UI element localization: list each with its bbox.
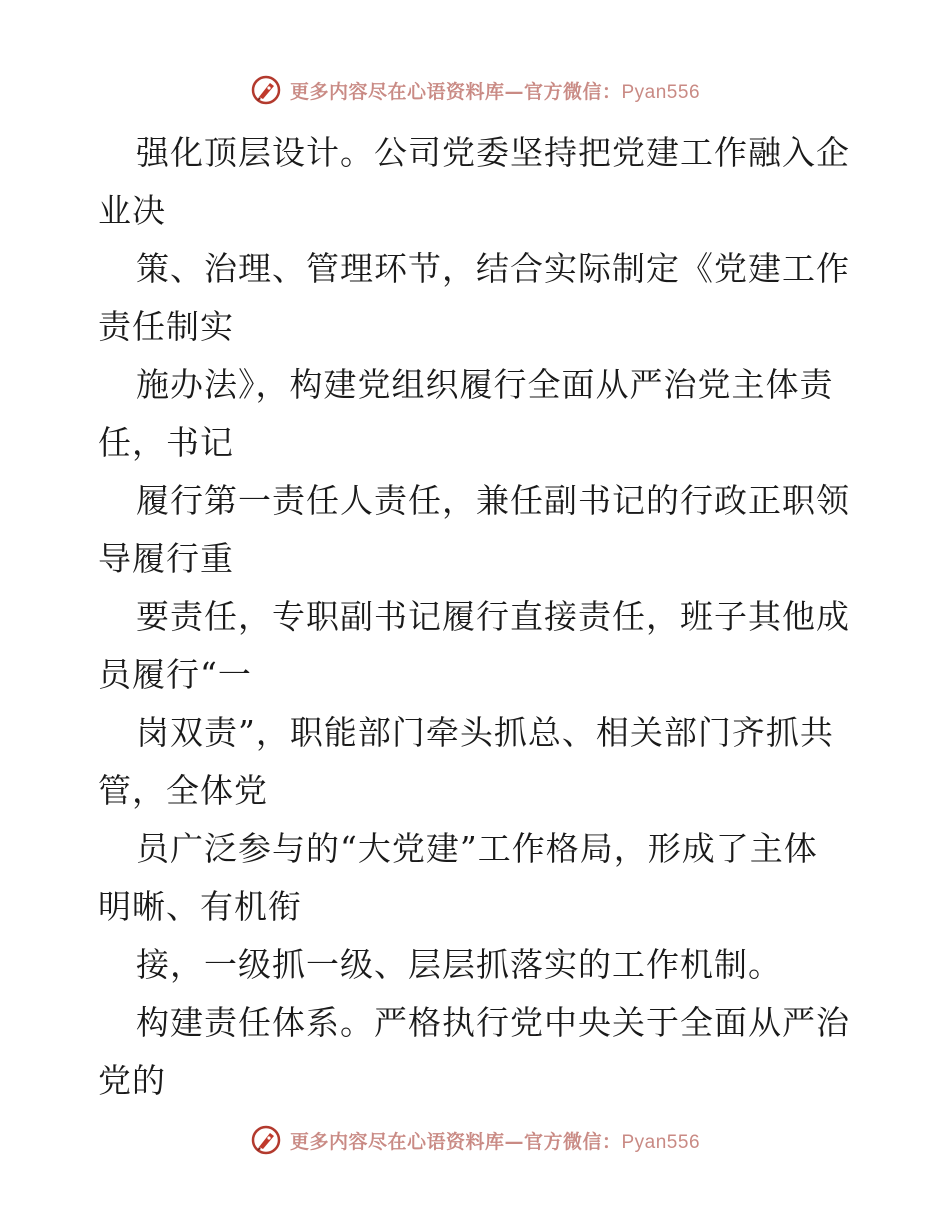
footer-watermark [0, 1120, 950, 1160]
text-line: 明晰、有机衔 [98, 887, 302, 926]
text-line: 党的 [98, 1061, 166, 1100]
text-line: 任，书记 [98, 423, 234, 462]
text-line: 岗双责”，职能部门牵头抓总、相关部门齐抓共 [136, 713, 834, 752]
pen-nib-logo-icon [250, 1124, 282, 1156]
watermark-text: 更多内容尽在心语资料库—官方微信：Pyan556 [289, 1130, 701, 1153]
text-line: 履行第一责任人责任，兼任副书记的行政正职领 [136, 481, 850, 520]
text-line: 施办法》，构建党组织履行全面从严治党主体责 [136, 365, 834, 404]
text-line: 员履行“一 [98, 655, 252, 694]
text-line: 业决 [98, 191, 166, 230]
text-line: 导履行重 [98, 539, 234, 578]
text-line: 强化顶层设计。公司党委坚持把党建工作融入企 [136, 133, 850, 172]
text-line: 责任制实 [98, 307, 234, 346]
text-line: 构建责任体系。严格执行党中央关于全面从严治 [136, 1003, 850, 1042]
watermark-text: 更多内容尽在心语资料库—官方微信：Pyan556 [289, 80, 701, 103]
text-line: 策、治理、管理环节，结合实际制定《党建工作 [136, 249, 850, 288]
pen-nib-logo-icon [250, 74, 282, 106]
document-body [98, 124, 858, 1110]
text-line: 要责任，专职副书记履行直接责任，班子其他成 [136, 597, 850, 636]
text-line: 员广泛参与的“大党建”工作格局，形成了主体 [136, 829, 818, 868]
text-line: 接，一级抓一级、层层抓落实的工作机制。 [136, 945, 782, 984]
header-watermark [0, 70, 950, 110]
text-line: 管，全体党 [98, 771, 268, 810]
